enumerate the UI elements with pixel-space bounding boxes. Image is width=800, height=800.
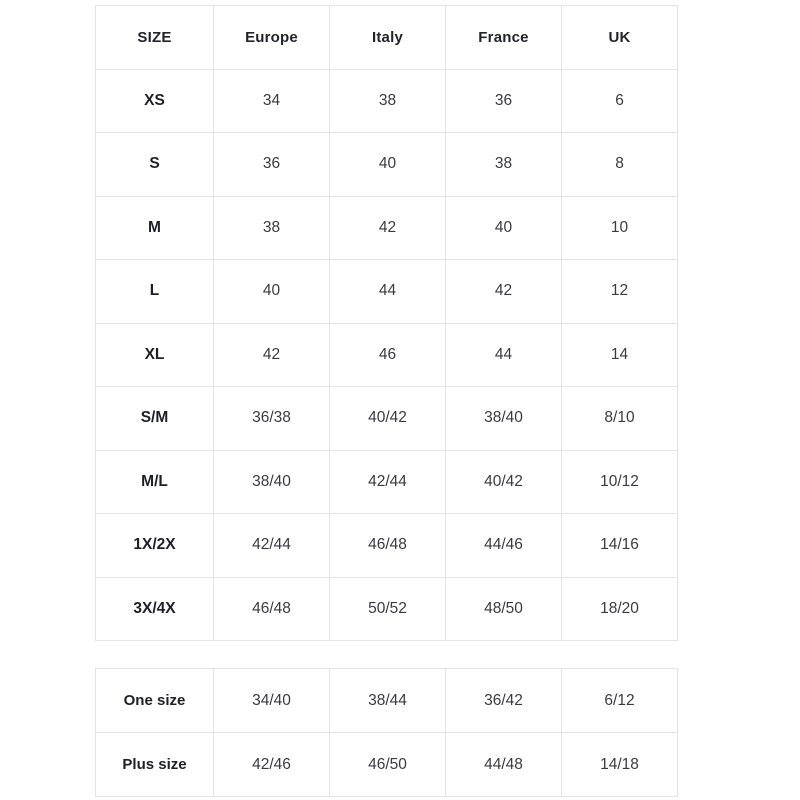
row-label: XS	[96, 69, 214, 133]
table-body	[96, 69, 678, 641]
row-label-plus-size: Plus size	[96, 733, 214, 797]
row-label: 1X/2X	[96, 514, 214, 578]
cell-france: 42	[446, 260, 562, 324]
cell-europe: 38	[214, 196, 330, 260]
cell-italy: 50/52	[330, 577, 446, 641]
cell-europe: 40	[214, 260, 330, 324]
table-row	[96, 69, 678, 133]
cell-france: 48/50	[446, 577, 562, 641]
secondary-size-table-container	[95, 668, 677, 797]
cell-italy: 46/48	[330, 514, 446, 578]
table-row	[96, 577, 678, 641]
cell-europe: 36	[214, 133, 330, 197]
table-row	[96, 387, 678, 451]
row-label: M	[96, 196, 214, 260]
cell-france: 44	[446, 323, 562, 387]
row-label: S/M	[96, 387, 214, 451]
cell-uk: 8	[562, 133, 678, 197]
cell-uk: 8/10	[562, 387, 678, 451]
cell-europe: 42/46	[214, 733, 330, 797]
cell-france: 40/42	[446, 450, 562, 514]
cell-france: 44/48	[446, 733, 562, 797]
table-body	[96, 669, 678, 797]
cell-uk: 12	[562, 260, 678, 324]
main-size-table-container	[95, 5, 677, 641]
table-row	[96, 514, 678, 578]
cell-europe: 42	[214, 323, 330, 387]
cell-europe: 34/40	[214, 669, 330, 733]
cell-france: 44/46	[446, 514, 562, 578]
table-header	[96, 6, 678, 70]
cell-italy: 42/44	[330, 450, 446, 514]
cell-france: 36	[446, 69, 562, 133]
cell-italy: 40	[330, 133, 446, 197]
table-row	[96, 450, 678, 514]
cell-italy: 46	[330, 323, 446, 387]
table-row	[96, 260, 678, 324]
cell-europe: 34	[214, 69, 330, 133]
cell-europe: 38/40	[214, 450, 330, 514]
column-header-uk: UK	[562, 6, 678, 70]
table-row	[96, 133, 678, 197]
cell-uk: 10/12	[562, 450, 678, 514]
cell-uk: 18/20	[562, 577, 678, 641]
cell-uk: 14/16	[562, 514, 678, 578]
cell-uk: 14	[562, 323, 678, 387]
cell-uk: 6	[562, 69, 678, 133]
cell-france: 38	[446, 133, 562, 197]
cell-france: 40	[446, 196, 562, 260]
row-label: XL	[96, 323, 214, 387]
cell-italy: 46/50	[330, 733, 446, 797]
cell-france: 38/40	[446, 387, 562, 451]
cell-uk: 10	[562, 196, 678, 260]
column-header-size: SIZE	[96, 6, 214, 70]
row-label: 3X/4X	[96, 577, 214, 641]
column-header-france: France	[446, 6, 562, 70]
cell-europe: 42/44	[214, 514, 330, 578]
row-label: S	[96, 133, 214, 197]
table-header-row	[96, 6, 678, 70]
cell-uk: 6/12	[562, 669, 678, 733]
cell-italy: 38/44	[330, 669, 446, 733]
cell-uk: 14/18	[562, 733, 678, 797]
row-label-one-size: One size	[96, 669, 214, 733]
main-size-table	[95, 5, 678, 641]
table-row	[96, 733, 678, 797]
cell-europe: 46/48	[214, 577, 330, 641]
column-header-italy: Italy	[330, 6, 446, 70]
table-row	[96, 323, 678, 387]
cell-italy: 42	[330, 196, 446, 260]
table-row	[96, 669, 678, 733]
cell-italy: 38	[330, 69, 446, 133]
cell-europe: 36/38	[214, 387, 330, 451]
cell-italy: 40/42	[330, 387, 446, 451]
table-row	[96, 196, 678, 260]
column-header-europe: Europe	[214, 6, 330, 70]
row-label: L	[96, 260, 214, 324]
cell-france: 36/42	[446, 669, 562, 733]
row-label: M/L	[96, 450, 214, 514]
secondary-size-table	[95, 668, 678, 797]
cell-italy: 44	[330, 260, 446, 324]
